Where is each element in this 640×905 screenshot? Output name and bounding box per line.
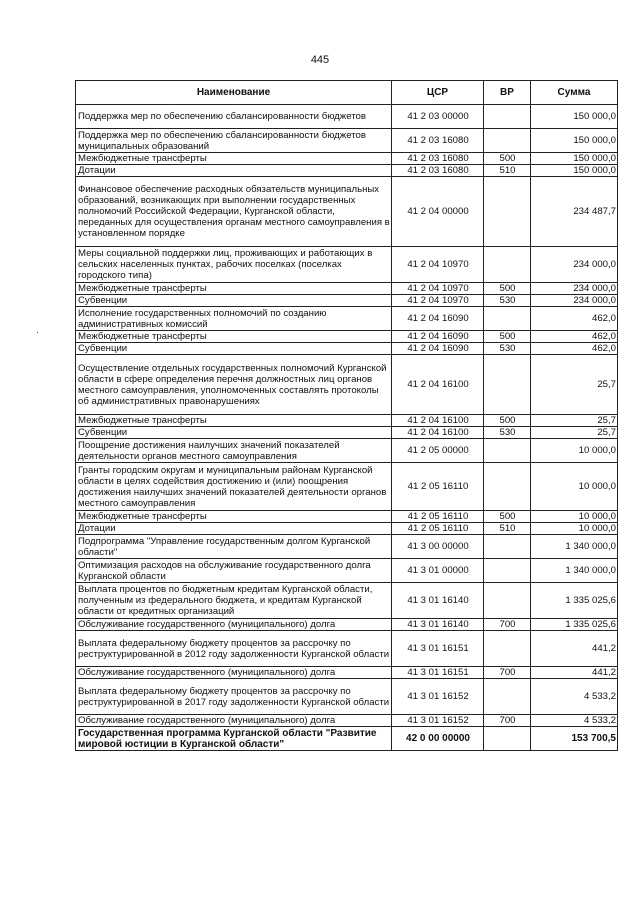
margin-dot: · <box>36 327 39 337</box>
table-row <box>76 727 618 751</box>
cell-name: Субвенции <box>76 427 392 439</box>
cell-name: Подпрограмма "Управление государственным долгом Курганской области" <box>76 535 392 559</box>
cell-sum: 25,7 <box>531 415 618 427</box>
cell-name: Межбюджетные трансферты <box>76 153 392 165</box>
table-row <box>76 283 618 295</box>
table-row <box>76 307 618 331</box>
cell-csr: 41 3 01 16151 <box>392 667 484 679</box>
cell-vr: 500 <box>484 283 531 295</box>
cell-vr: 500 <box>484 511 531 523</box>
cell-sum: 25,7 <box>531 355 618 415</box>
cell-vr: 500 <box>484 331 531 343</box>
page-number: 445 <box>310 54 330 66</box>
cell-name: Осуществление отдельных государственных полномочий Курганской области в сфере определения перечня должностных лиц органов местного самоуправления, уполномоченных составлять протоколы об административных правонарушениях <box>76 355 392 415</box>
cell-csr: 41 2 03 16080 <box>392 129 484 153</box>
cell-sum: 10 000,0 <box>531 523 618 535</box>
cell-sum: 234 000,0 <box>531 283 618 295</box>
cell-sum: 1 335 025,6 <box>531 583 618 619</box>
table-row <box>76 331 618 343</box>
table-row <box>76 177 618 247</box>
table-row <box>76 153 618 165</box>
cell-sum: 1 340 000,0 <box>531 559 618 583</box>
cell-sum: 4 533,2 <box>531 715 618 727</box>
cell-vr: 700 <box>484 619 531 631</box>
cell-vr: 500 <box>484 153 531 165</box>
table-row <box>76 619 618 631</box>
cell-sum: 462,0 <box>531 307 618 331</box>
cell-vr: 530 <box>484 427 531 439</box>
cell-sum: 150 000,0 <box>531 129 618 153</box>
cell-vr: 700 <box>484 667 531 679</box>
cell-csr: 41 2 05 16110 <box>392 463 484 511</box>
cell-name: Поддержка мер по обеспечению сбалансированности бюджетов муниципальных образований <box>76 129 392 153</box>
cell-sum: 150 000,0 <box>531 165 618 177</box>
table-row <box>76 511 618 523</box>
header-name: Наименование <box>76 81 392 105</box>
table-row <box>76 129 618 153</box>
cell-name: Межбюджетные трансферты <box>76 415 392 427</box>
cell-csr: 41 3 01 16152 <box>392 715 484 727</box>
cell-csr: 41 3 01 16151 <box>392 631 484 667</box>
cell-csr: 41 3 01 16140 <box>392 583 484 619</box>
cell-vr <box>484 129 531 153</box>
cell-vr: 530 <box>484 295 531 307</box>
cell-vr <box>484 307 531 331</box>
cell-name: Поддержка мер по обеспечению сбалансированности бюджетов <box>76 105 392 129</box>
cell-vr <box>484 355 531 415</box>
cell-vr <box>484 463 531 511</box>
cell-name: Выплата процентов по бюджетным кредитам Курганской области, полученным из федерального бюджета, и кредитам Курганской области от кредитных организаций <box>76 583 392 619</box>
header-csr: ЦСР <box>392 81 484 105</box>
cell-csr: 41 3 01 00000 <box>392 559 484 583</box>
cell-name: Обслуживание государственного (муниципального) долга <box>76 619 392 631</box>
cell-csr: 41 3 01 16152 <box>392 679 484 715</box>
table-row <box>76 463 618 511</box>
cell-name: Гранты городским округам и муниципальным районам Курганской области в целях содействия достижению и (или) поощрения достижения наилучших значений показателей деятельности органов местного самоуправления <box>76 463 392 511</box>
cell-csr: 41 3 00 00000 <box>392 535 484 559</box>
cell-vr <box>484 535 531 559</box>
table-header-row <box>76 81 618 105</box>
cell-sum: 1 340 000,0 <box>531 535 618 559</box>
cell-vr <box>484 679 531 715</box>
cell-csr: 41 2 04 00000 <box>392 177 484 247</box>
cell-vr: 500 <box>484 415 531 427</box>
cell-name: Выплата федеральному бюджету процентов за рассрочку по реструктурированной в 2017 году задолженности Курганской области <box>76 679 392 715</box>
cell-sum: 462,0 <box>531 331 618 343</box>
cell-csr: 41 2 04 16090 <box>392 307 484 331</box>
table-row <box>76 679 618 715</box>
cell-vr: 700 <box>484 715 531 727</box>
cell-vr <box>484 727 531 751</box>
cell-csr: 41 2 04 16100 <box>392 415 484 427</box>
table-row <box>76 247 618 283</box>
cell-csr: 41 2 04 16100 <box>392 355 484 415</box>
cell-csr: 41 2 03 16080 <box>392 153 484 165</box>
cell-name: Субвенции <box>76 343 392 355</box>
cell-vr <box>484 247 531 283</box>
budget-table <box>75 80 618 751</box>
cell-sum: 462,0 <box>531 343 618 355</box>
table-row <box>76 583 618 619</box>
cell-sum: 10 000,0 <box>531 463 618 511</box>
cell-vr <box>484 105 531 129</box>
cell-name: Оптимизация расходов на обслуживание государственного долга Курганской области <box>76 559 392 583</box>
cell-name: Государственная программа Курганской области "Развитие мировой юстиции в Курганской области" <box>76 727 392 751</box>
table-row <box>76 523 618 535</box>
cell-name: Исполнение государственных полномочий по созданию административных комиссий <box>76 307 392 331</box>
cell-vr <box>484 177 531 247</box>
table-row <box>76 105 618 129</box>
cell-vr: 510 <box>484 523 531 535</box>
cell-sum: 10 000,0 <box>531 511 618 523</box>
cell-sum: 1 335 025,6 <box>531 619 618 631</box>
cell-csr: 41 2 05 16110 <box>392 523 484 535</box>
cell-csr: 42 0 00 00000 <box>392 727 484 751</box>
table-row <box>76 715 618 727</box>
cell-sum: 25,7 <box>531 427 618 439</box>
cell-sum: 234 000,0 <box>531 247 618 283</box>
cell-sum: 10 000,0 <box>531 439 618 463</box>
table-row <box>76 343 618 355</box>
cell-csr: 41 2 03 00000 <box>392 105 484 129</box>
cell-csr: 41 2 04 16090 <box>392 343 484 355</box>
header-sum: Сумма <box>531 81 618 105</box>
cell-csr: 41 2 03 16080 <box>392 165 484 177</box>
cell-csr: 41 2 04 16100 <box>392 427 484 439</box>
cell-csr: 41 2 05 16110 <box>392 511 484 523</box>
cell-vr: 530 <box>484 343 531 355</box>
table-row <box>76 165 618 177</box>
cell-vr: 510 <box>484 165 531 177</box>
table-row <box>76 439 618 463</box>
cell-vr <box>484 631 531 667</box>
cell-name: Дотации <box>76 523 392 535</box>
cell-vr <box>484 583 531 619</box>
cell-name: Обслуживание государственного (муниципального) долга <box>76 667 392 679</box>
cell-name: Обслуживание государственного (муниципального) долга <box>76 715 392 727</box>
cell-csr: 41 2 04 10970 <box>392 295 484 307</box>
cell-sum: 4 533,2 <box>531 679 618 715</box>
cell-sum: 150 000,0 <box>531 153 618 165</box>
cell-name: Межбюджетные трансферты <box>76 511 392 523</box>
table-row <box>76 535 618 559</box>
cell-sum: 150 000,0 <box>531 105 618 129</box>
cell-sum: 441,2 <box>531 667 618 679</box>
cell-csr: 41 2 05 00000 <box>392 439 484 463</box>
cell-vr <box>484 559 531 583</box>
cell-csr: 41 2 04 10970 <box>392 247 484 283</box>
cell-name: Выплата федеральному бюджету процентов за рассрочку по реструктурированной в 2012 году задолженности Курганской области <box>76 631 392 667</box>
cell-sum: 153 700,5 <box>531 727 618 751</box>
cell-name: Дотации <box>76 165 392 177</box>
cell-csr: 41 2 04 16090 <box>392 331 484 343</box>
table-row <box>76 667 618 679</box>
table-row <box>76 295 618 307</box>
cell-csr: 41 2 04 10970 <box>392 283 484 295</box>
cell-sum: 441,2 <box>531 631 618 667</box>
cell-name: Меры социальной поддержки лиц, проживающих и работающих в сельских населенных пунктах, рабочих поселках (поселках городского типа) <box>76 247 392 283</box>
cell-name: Межбюджетные трансферты <box>76 283 392 295</box>
cell-sum: 234 000,0 <box>531 295 618 307</box>
header-vr: ВР <box>484 81 531 105</box>
cell-name: Финансовое обеспечение расходных обязательств муниципальных образований, возникающих при выполнении государственных полномочий Российской Федерации, Курганской области, переданных для осуществления органам местного самоуправления в установленном порядке <box>76 177 392 247</box>
cell-name: Субвенции <box>76 295 392 307</box>
cell-vr <box>484 439 531 463</box>
table-row <box>76 631 618 667</box>
table-row <box>76 355 618 415</box>
table-row <box>76 427 618 439</box>
table-row <box>76 415 618 427</box>
cell-name: Межбюджетные трансферты <box>76 331 392 343</box>
cell-name: Поощрение достижения наилучших значений показателей деятельности органов местного самоуправления <box>76 439 392 463</box>
table-row <box>76 559 618 583</box>
cell-sum: 234 487,7 <box>531 177 618 247</box>
cell-csr: 41 3 01 16140 <box>392 619 484 631</box>
